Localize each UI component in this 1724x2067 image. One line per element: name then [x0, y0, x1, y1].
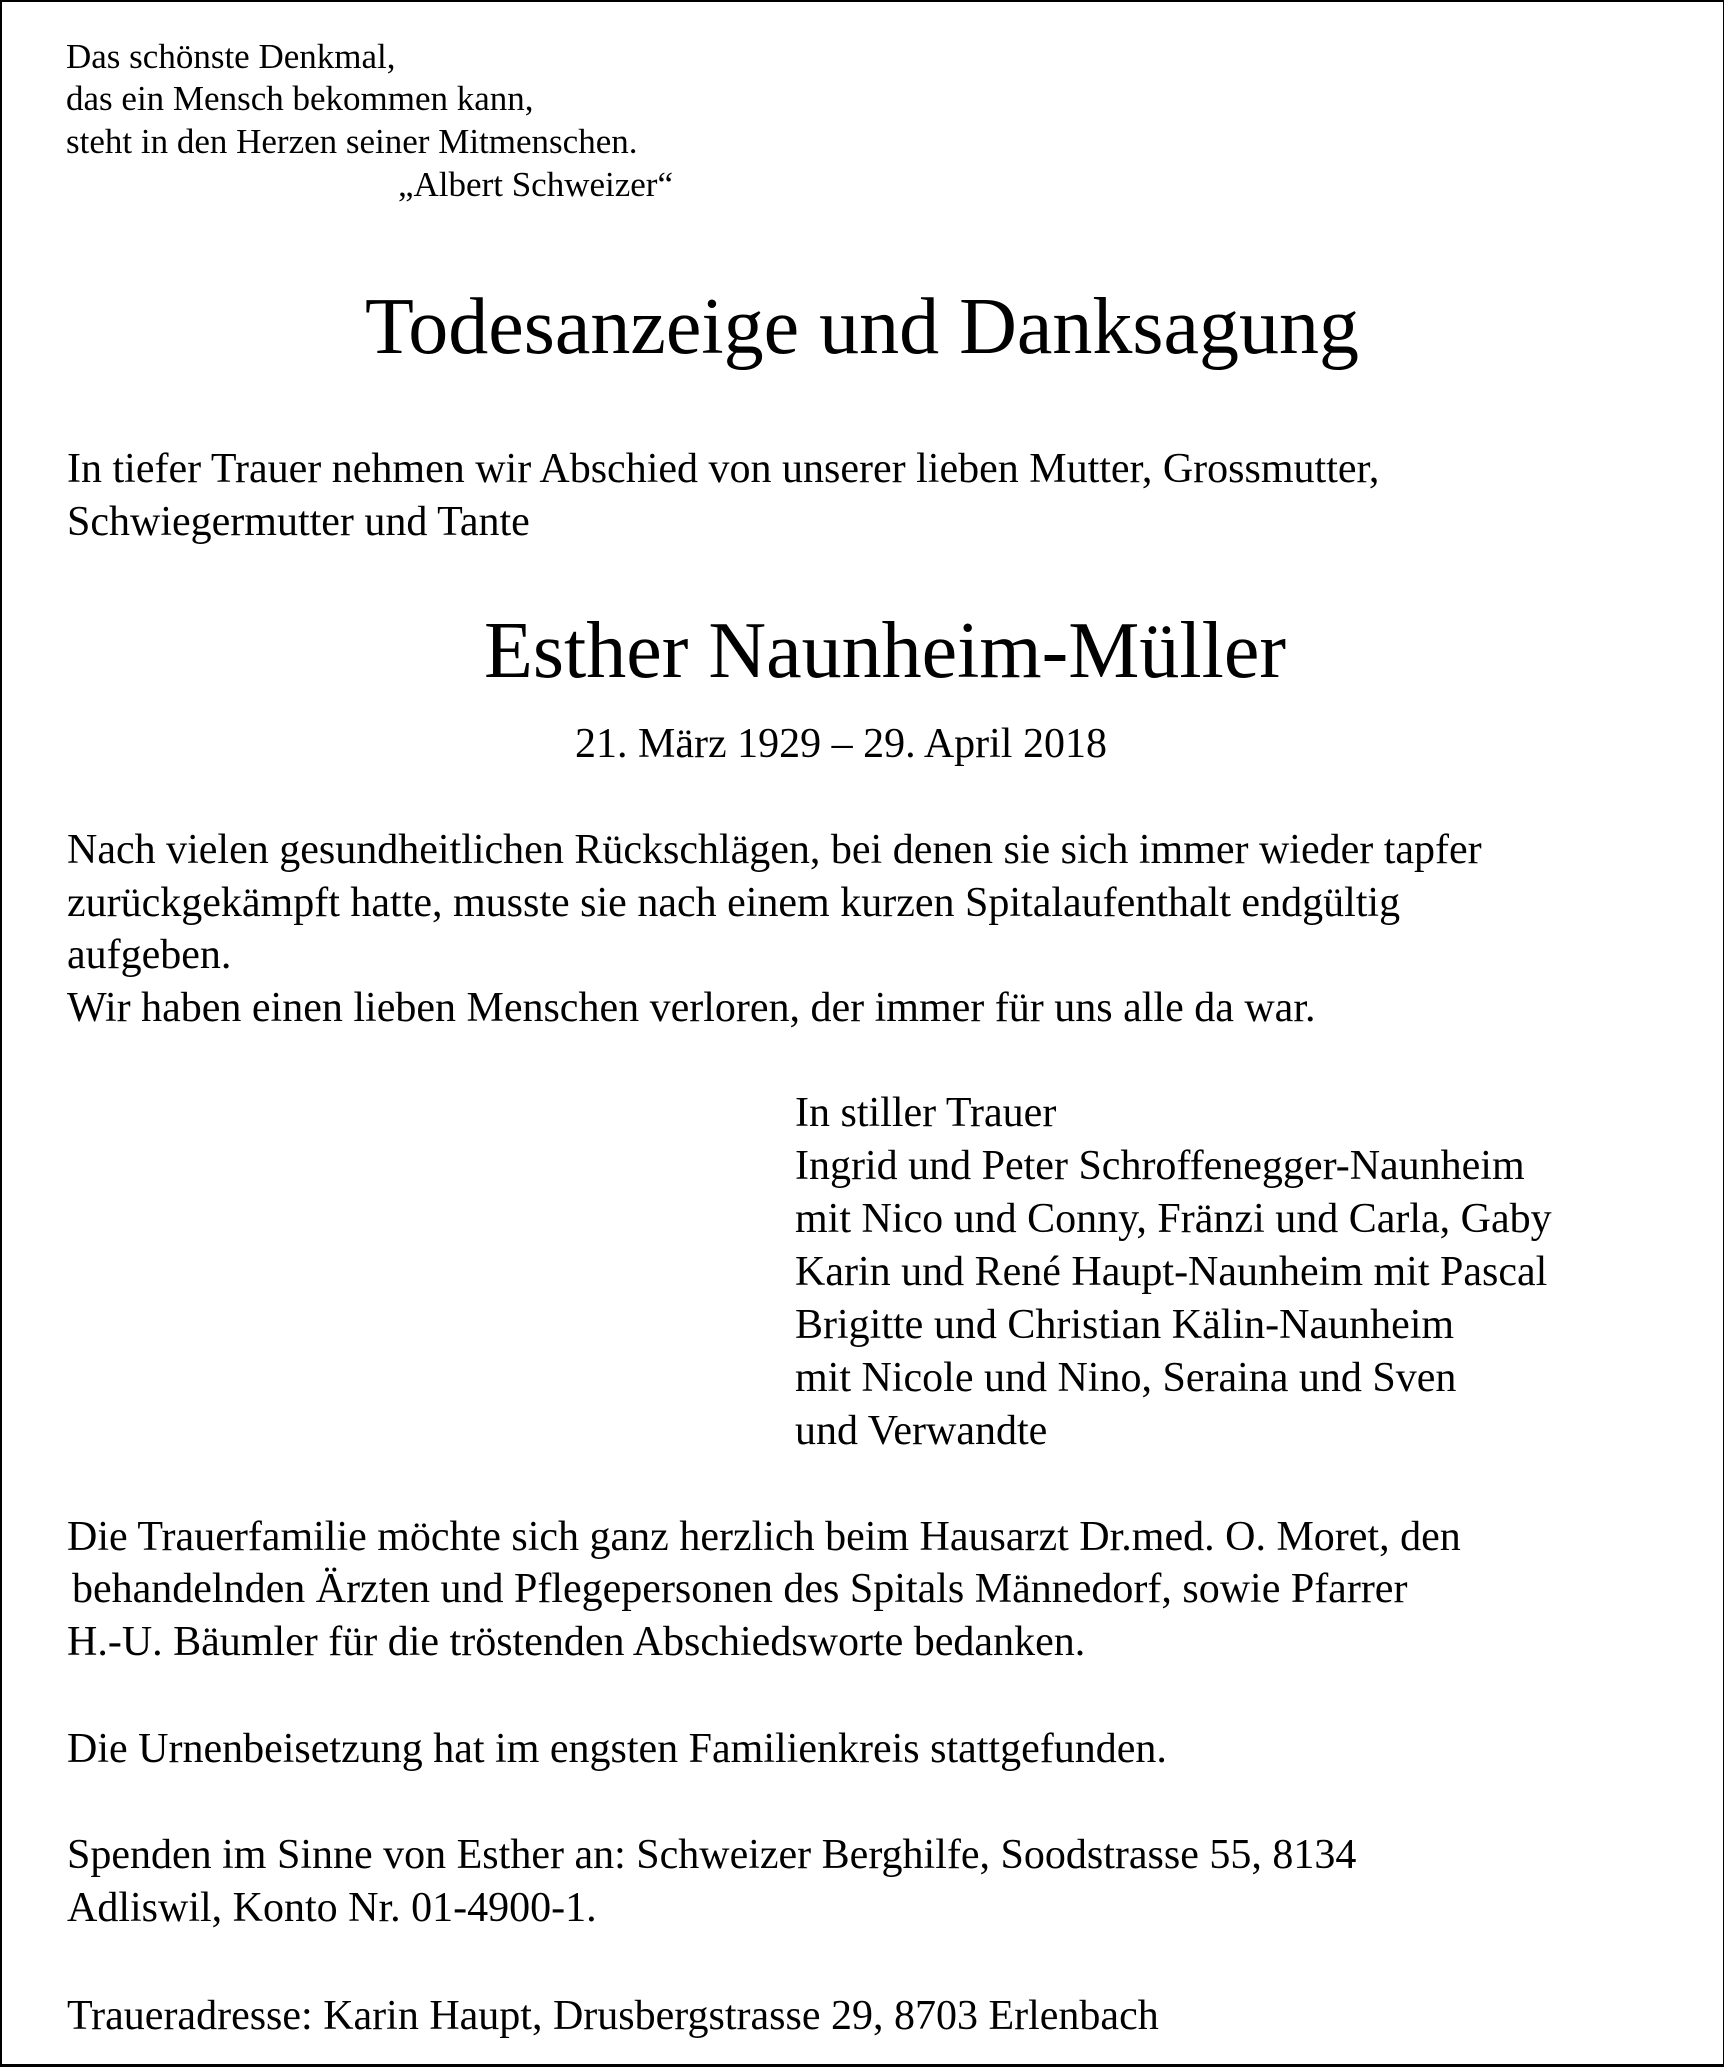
donation-line: Adliswil, Konto Nr. 01-4900-1.: [67, 1885, 597, 1931]
text-line: Nach vielen gesundheitlichen Rückschlägen, bei denen sie sich immer wieder tapfer: [67, 827, 1482, 873]
mourner-line: In stiller Trauer: [795, 1090, 1057, 1136]
burial-note: Die Urnenbeisetzung hat im engsten Familienkreis stattgefunden.: [67, 1726, 1167, 1772]
mourning-address: Traueradresse: Karin Haupt, Drusbergstrasse 29, 8703 Erlenbach: [67, 1993, 1159, 2039]
thanks-line: behandelnden Ärzten und Pflegepersonen des Spitals Männedorf, sowie Pfarrer: [72, 1566, 1408, 1612]
mourner-line: mit Nico und Conny, Fränzi und Carla, Gaby: [795, 1196, 1552, 1242]
quote-line: steht in den Herzen seiner Mitmenschen.: [66, 122, 638, 161]
deceased-name: Esther Naunheim-Müller: [484, 607, 1286, 695]
life-dates: 21. März 1929 – 29. April 2018: [575, 721, 1107, 767]
donation-line: Spenden im Sinne von Esther an: Schweizer Berghilfe, Soodstrasse 55, 8134: [67, 1832, 1357, 1878]
thanks-line: H.-U. Bäumler für die tröstenden Abschiedsworte bedanken.: [67, 1619, 1086, 1665]
text-line: Wir haben einen lieben Menschen verloren, der immer für uns alle da war.: [67, 985, 1316, 1031]
thanks-line: Die Trauerfamilie möchte sich ganz herzlich beim Hausarzt Dr.med. O. Moret, den: [67, 1514, 1461, 1560]
mourner-line: und Verwandte: [795, 1408, 1048, 1454]
intro-line: Schwiegermutter und Tante: [67, 499, 530, 545]
text-line: zurückgekämpft hatte, musste sie nach einem kurzen Spitalaufenthalt endgültig: [67, 880, 1401, 926]
quote-author: „Albert Schweizer“: [398, 165, 673, 204]
mourner-line: Ingrid und Peter Schroffenegger-Naunheim: [795, 1143, 1525, 1189]
text-line: aufgeben.: [67, 932, 232, 978]
quote-line: Das schönste Denkmal,: [66, 37, 396, 76]
page-title: Todesanzeige und Danksagung: [364, 283, 1360, 371]
quote-line: das ein Mensch bekommen kann,: [66, 79, 534, 118]
mourner-line: Brigitte und Christian Kälin-Naunheim: [795, 1302, 1455, 1348]
intro-line: In tiefer Trauer nehmen wir Abschied von unserer lieben Mutter, Grossmutter,: [67, 446, 1380, 492]
mourner-line: Karin und René Haupt-Naunheim mit Pascal: [795, 1249, 1548, 1295]
mourner-line: mit Nicole und Nino, Seraina und Sven: [795, 1355, 1457, 1401]
